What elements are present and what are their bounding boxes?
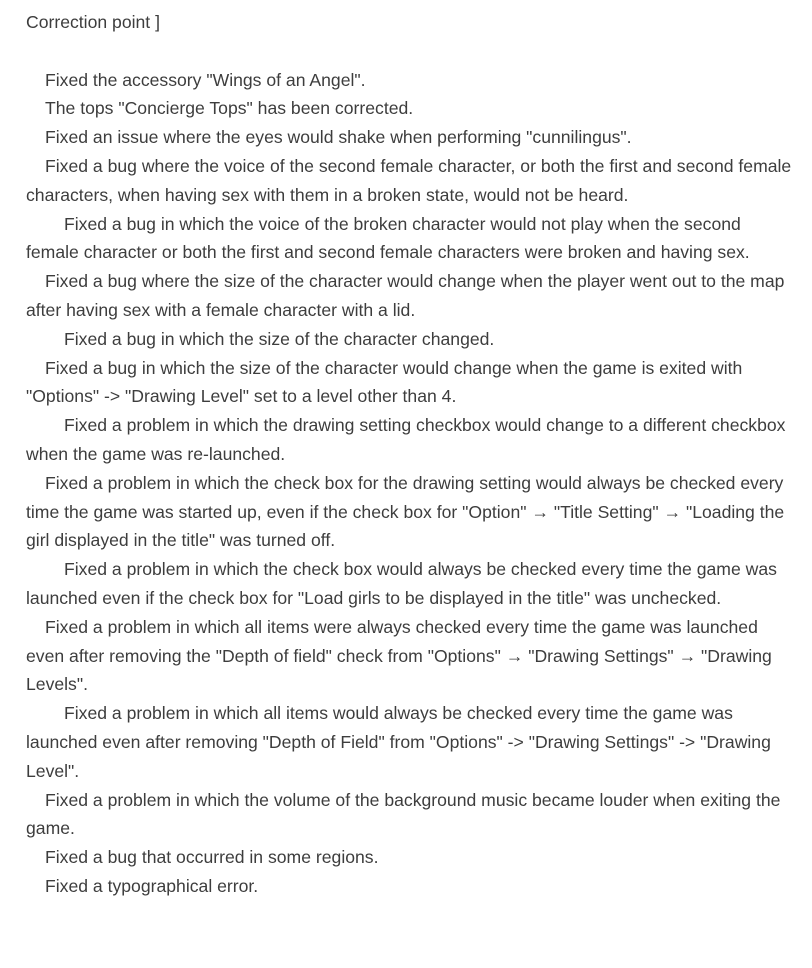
correction-entry: Fixed a problem in which the volume of the background music became louder when exiting the game. <box>26 789 781 839</box>
correction-entry: Fixed an issue where the eyes would shake when performing "cunnilingus". <box>45 127 632 148</box>
correction-entry: Fixed a bug in which the voice of the broken character would not play when the second female character or both the first and second female characters were broken and having sex. <box>26 213 750 263</box>
correction-entry: Fixed a bug in which the size of the character changed. <box>64 328 495 349</box>
blank-line <box>26 37 798 66</box>
correction-entry: Fixed a bug that occurred in some regions. <box>45 847 379 868</box>
correction-entry: Fixed a bug in which the size of the character would change when the game is exited with "Options" -> "Drawing Level" set to a level other than 4. <box>26 357 743 407</box>
correction-entry: Fixed a bug where the voice of the second female character, or both the first and second female characters, when having sex with them in a broken state, would not be heard. <box>26 155 792 205</box>
correction-entry: Fixed a problem in which the check box would always be checked every time the game was launched even if the check box for "Load girls to be displayed in the title" was unchecked. <box>26 559 777 608</box>
correction-entry: Fixed the accessory "Wings of an Angel". <box>45 69 366 90</box>
correction-entry: Fixed a problem in which the drawing setting checkbox would change to a different checkbox when the game was re-launched. <box>26 415 786 464</box>
correction-entry: Fixed a problem in which all items were always checked every time the game was launched even after removing the "Depth of field" check from "Options" → "Drawing Settings" → "Drawing Levels". <box>26 616 772 695</box>
section-heading: Correction point ] <box>26 12 160 32</box>
correction-list <box>26 66 798 901</box>
correction-entry: Fixed a problem in which all items would always be checked every time the game was launched even after removing "Depth of Field" from "Options" -> "Drawing Settings" -> "Drawing Level". <box>26 703 771 781</box>
correction-notes <box>26 8 798 901</box>
correction-entry: The tops "Concierge Tops" has been corrected. <box>45 98 414 119</box>
correction-entry: Fixed a problem in which the check box for the drawing setting would always be checked every time the game was started up, even if the check box for "Option" → "Title Setting" → "Loading the girl displayed in the title" was turned off. <box>26 472 785 551</box>
correction-entry: Fixed a bug where the size of the character would change when the player went out to the map after having sex with a female character with a lid. <box>26 271 785 320</box>
correction-entry: Fixed a typographical error. <box>45 875 259 896</box>
